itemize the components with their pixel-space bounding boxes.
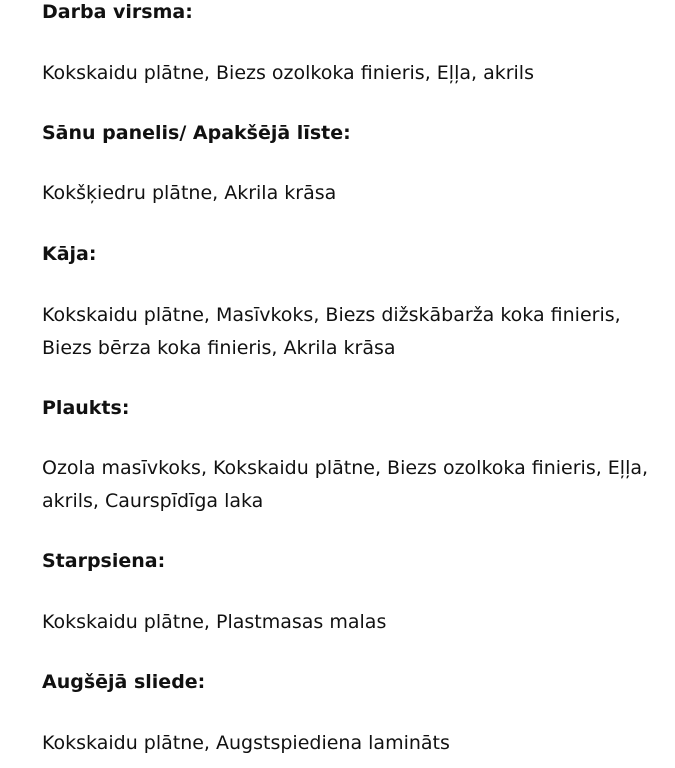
material-heading: Kāja: bbox=[42, 243, 97, 265]
material-value: Kokšķiedru plātne, Akrila krāsa bbox=[42, 182, 337, 204]
material-value: Kokskaidu plātne, Masīvkoks, Biezs dižskābarža koka finieris, Biezs bērza koka finieris, Akrila krāsa bbox=[42, 304, 621, 359]
material-heading: Starpsiena: bbox=[42, 550, 166, 572]
material-value: Kokskaidu plātne, Augstspiediena lamināts bbox=[42, 732, 450, 754]
material-heading: Augšējā sliede: bbox=[42, 671, 206, 693]
material-value: Ozola masīvkoks, Kokskaidu plātne, Biezs ozolkoka finieris, Eļļa, akrils, Caurspīdīga laka bbox=[42, 457, 649, 512]
material-section-partition bbox=[42, 549, 652, 633]
material-heading: Plaukts: bbox=[42, 397, 130, 419]
material-heading: Darba virsma: bbox=[42, 1, 193, 23]
material-value: Kokskaidu plātne, Plastmasas malas bbox=[42, 611, 387, 633]
material-section-work-surface bbox=[42, 0, 652, 84]
material-heading: Sānu panelis/ Apakšējā līste: bbox=[42, 122, 351, 144]
material-section-shelf bbox=[42, 396, 652, 512]
material-value: Kokskaidu plātne, Biezs ozolkoka finieris, Eļļa, akrils bbox=[42, 62, 534, 84]
material-section-side-panel bbox=[42, 121, 652, 204]
material-section-top-rail bbox=[42, 670, 652, 754]
material-section-leg bbox=[42, 242, 652, 359]
